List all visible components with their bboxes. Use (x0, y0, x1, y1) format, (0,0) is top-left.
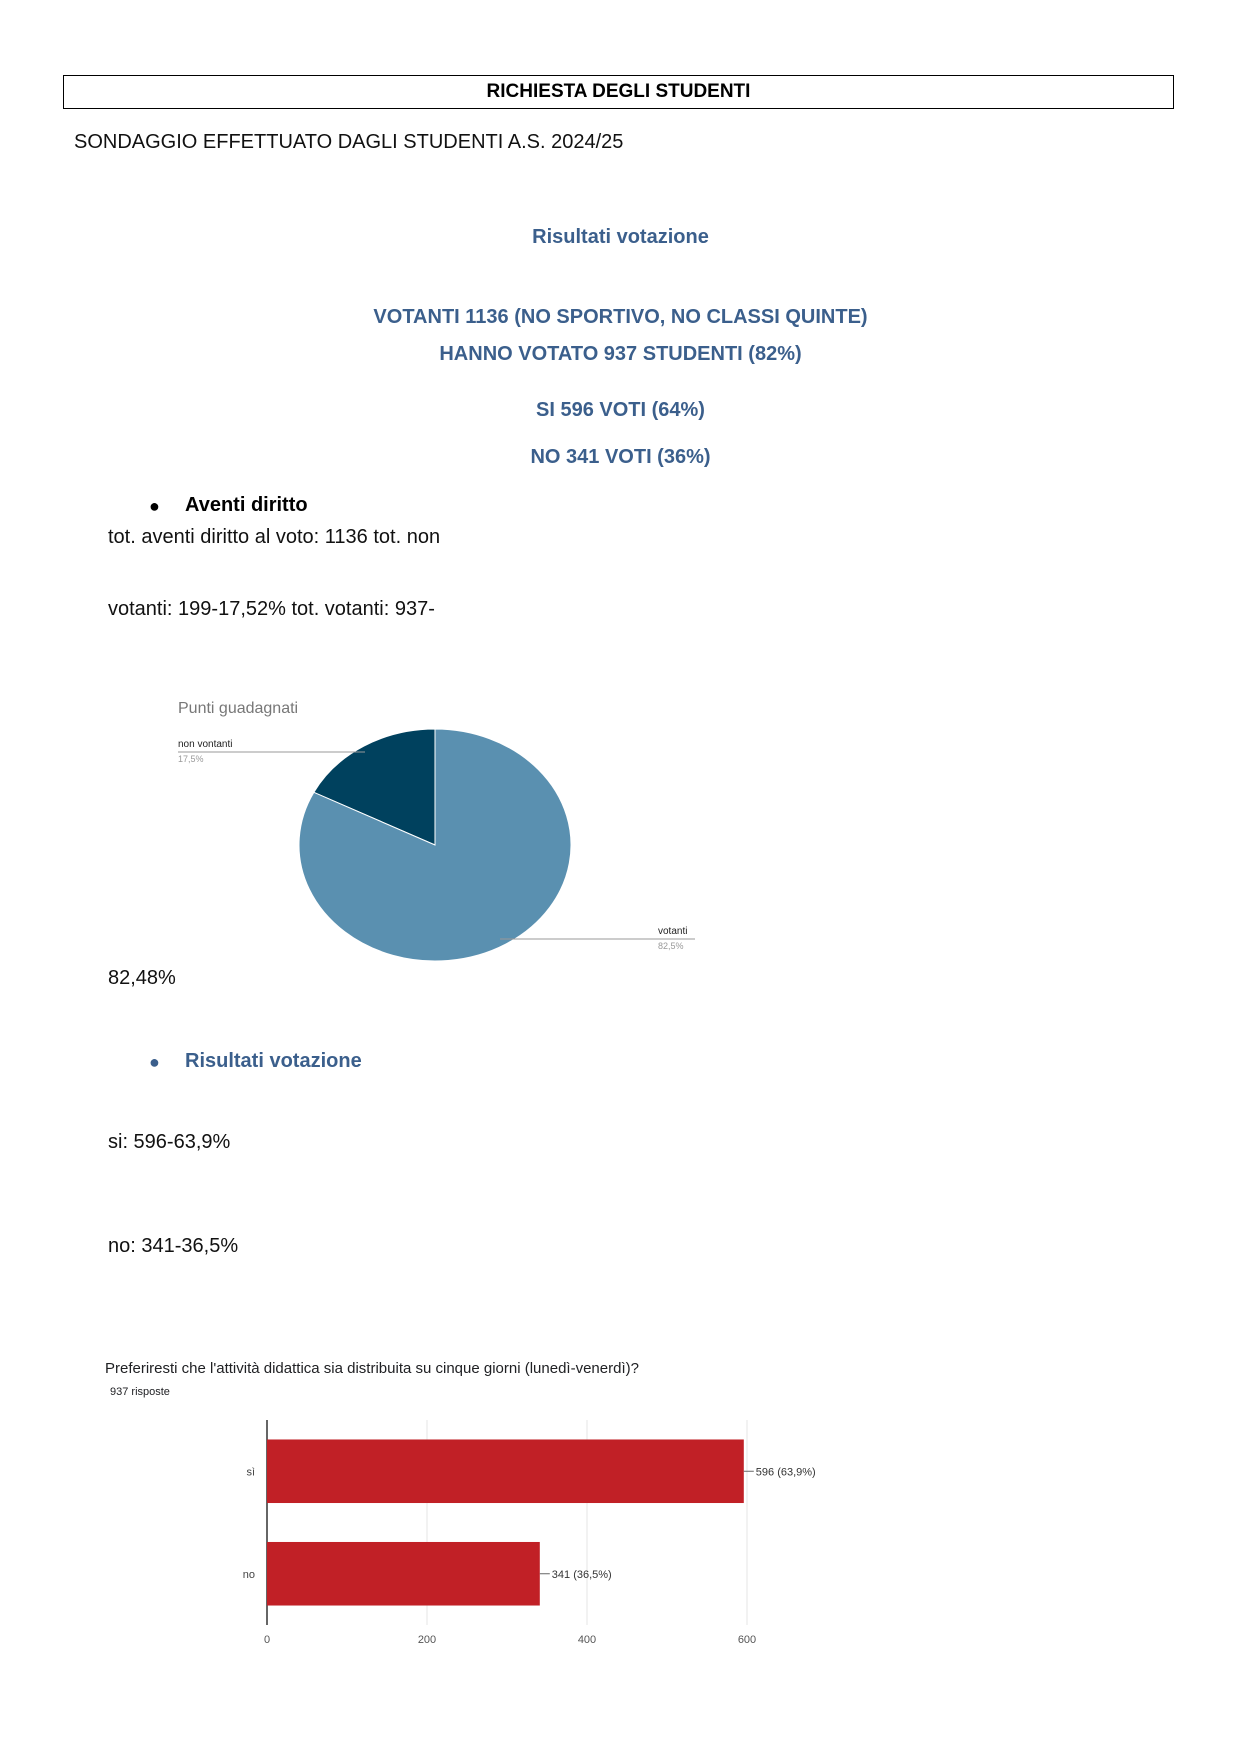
results-no-text: no: 341-36,5% (108, 1235, 239, 1257)
x-tick-label: 600 (737, 1634, 757, 1645)
category-label: sì (246, 1466, 255, 1479)
pie-chart-title: Punti guadagnati (178, 700, 299, 717)
document-title-box (63, 75, 1174, 109)
x-tick-label: 0 (263, 1634, 271, 1645)
pie-chart (150, 690, 710, 970)
eligible-text-2: votanti: 199-17,52% tot. votanti: 937- (108, 598, 435, 620)
bar-no (267, 1542, 540, 1606)
document-title: RICHIESTA DEGLI STUDENTI (486, 81, 751, 102)
results-yes-text: si: 596-63,9% (108, 1131, 231, 1153)
pie-label: votanti (658, 926, 688, 937)
x-tick-label: 200 (417, 1634, 437, 1645)
section-heading-results: Risultati votazione (185, 1050, 362, 1072)
bar-chart-title: Preferiresti che l'attività didattica sia distribuita su cinque giorni (lunedì-venerdì)? (105, 1360, 639, 1377)
eligible-text-3: 82,48% (108, 967, 176, 989)
bullet-icon: ● (149, 496, 160, 516)
pie-label: non vontanti (178, 739, 233, 750)
x-tick-label: 400 (577, 1634, 597, 1645)
category-label: no (242, 1568, 255, 1581)
bar-chart-subtitle: 937 risposte (110, 1386, 170, 1398)
yes-votes-line: SI 596 VOTI (64%) (536, 399, 705, 421)
data-label: 596 (63,9%) (755, 1466, 816, 1479)
data-label: 341 (36,5%) (551, 1568, 612, 1581)
pie-value-label: 17,5% (178, 754, 204, 764)
section-heading-eligible: Aventi diritto (185, 494, 308, 516)
bullet-icon: ● (149, 1052, 160, 1072)
survey-subtitle: SONDAGGIO EFFETTUATO DAGLI STUDENTI A.S. 2024/25 (74, 131, 624, 153)
bar-chart (95, 1355, 855, 1645)
voted-line: HANNO VOTATO 937 STUDENTI (82%) (439, 343, 802, 365)
bar-sì (267, 1439, 744, 1503)
no-votes-line: NO 341 VOTI (36%) (530, 446, 711, 468)
voters-line: VOTANTI 1136 (NO SPORTIVO, NO CLASSI QUINTE) (373, 306, 868, 328)
pie-value-label: 82,5% (658, 941, 684, 951)
results-heading: Risultati votazione (532, 226, 709, 248)
eligible-text-1: tot. aventi diritto al voto: 1136 tot. non (108, 526, 441, 548)
